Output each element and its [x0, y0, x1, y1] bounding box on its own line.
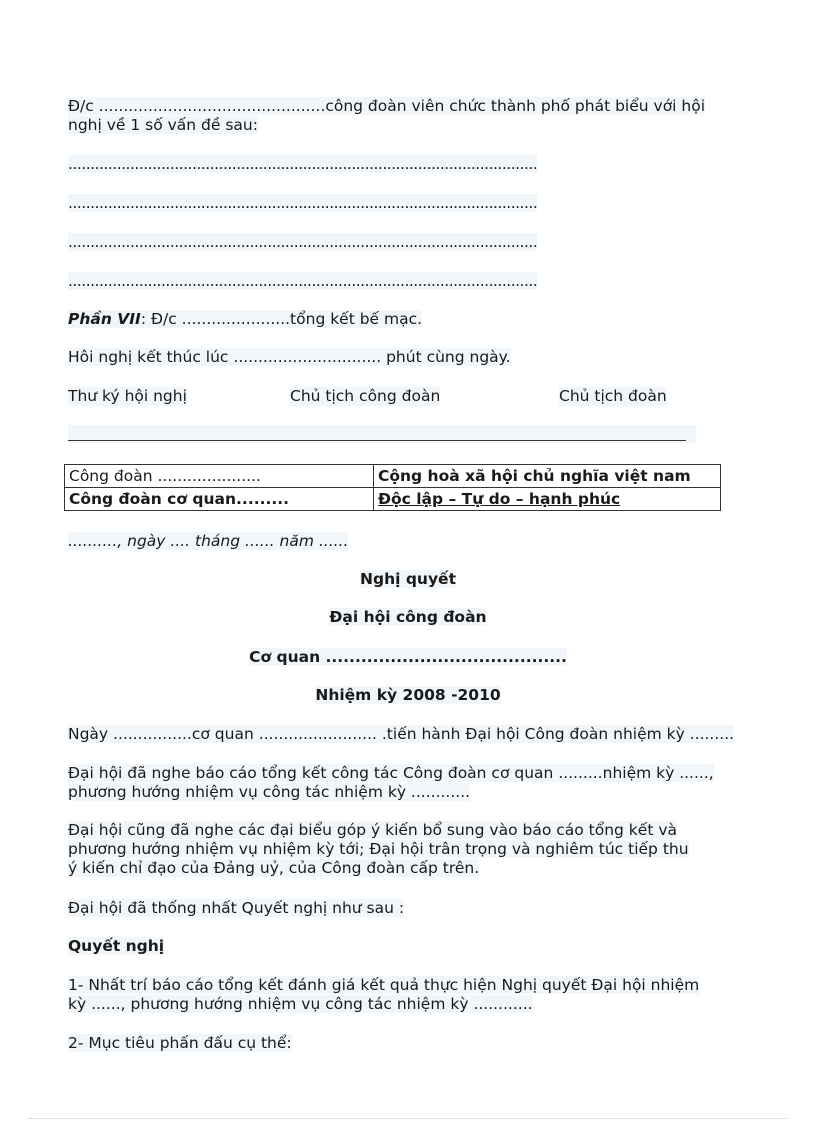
- body-paragraph-3-line-3: [68, 859, 753, 878]
- title-3-text: Cơ quan .........................................: [249, 648, 567, 666]
- separator-line: [68, 440, 686, 441]
- item-1b-text: kỳ ......, phương hướng nhiệm vụ công tác nhiệm kỳ ............: [68, 995, 533, 1013]
- date-text: .........., ngày .... tháng ...... năm ......: [68, 532, 349, 550]
- date-line: [68, 532, 753, 551]
- dotted-fill-2: ..........................................................................................................: [68, 194, 538, 212]
- body-p1-text: Ngày ................cơ quan ........................ .tiến hành Đại hội Công đoàn nhiệm kỳ .........: [68, 725, 735, 743]
- signature-presidium-chair: Chủ tịch đoàn: [559, 387, 667, 405]
- dotted-line-1: [68, 155, 753, 174]
- item-1-line-1: [68, 976, 753, 995]
- title-4-text: Nhiệm kỳ 2008 -2010: [315, 686, 501, 704]
- signature-secretary: Thư ký hội nghị: [68, 387, 187, 405]
- page-bottom-border: [28, 1118, 788, 1119]
- intro-text-1: Đ/c ..............................................công đoàn viên chức thành phố phát biểu với hội: [68, 97, 706, 115]
- resolution-heading-text: Quyết nghị: [68, 937, 165, 955]
- header-agency-cell: Công đoàn cơ quan.........: [65, 488, 374, 511]
- title-2-text: Đại hội công đoàn: [329, 608, 487, 626]
- header-motto-cell: [374, 488, 721, 511]
- body-paragraph-2-line-2: [68, 783, 753, 802]
- closing-text: Hôi nghị kết thúc lúc .............................. phút cùng ngày.: [68, 348, 511, 366]
- body-p3a-text: Đại hội cũng đã nghe các đại biểu góp ý kiến bổ sung vào báo cáo tổng kết và: [68, 821, 677, 839]
- header-row-2: [65, 488, 721, 511]
- dotted-fill-3: ..........................................................................................................: [68, 233, 538, 251]
- part-7-line: [68, 310, 753, 329]
- intro-text-2: nghị về 1 số vấn đề sau:: [68, 116, 258, 134]
- header-country-cell: Cộng hoà xã hội chủ nghĩa việt nam: [374, 465, 721, 488]
- body-paragraph-2-line-1: [68, 764, 753, 783]
- item-1a-text: 1- Nhất trí báo cáo tổng kết đánh giá kết quả thực hiện Nghị quyết Đại hội nhiệm: [68, 976, 700, 994]
- body-paragraph-3-line-1: [68, 821, 753, 840]
- signature-union-chair: Chủ tịch công đoàn: [290, 387, 441, 405]
- title-1-text: Nghị quyết: [360, 570, 456, 588]
- resolution-heading: [68, 937, 753, 956]
- body-p4-text: Đại hội đã thống nhất Quyết nghị như sau :: [68, 899, 405, 917]
- header-table: [64, 464, 721, 511]
- title-term: [0, 686, 816, 705]
- closing-line: [68, 348, 753, 367]
- header-org-cell: Công đoàn .....................: [65, 465, 374, 488]
- body-paragraph-3-line-2: [68, 840, 753, 859]
- body-p2a-text: Đại hội đã nghe báo cáo tổng kết công tác Công đoàn cơ quan .........nhiệm kỳ ......,: [68, 764, 714, 782]
- part-7-text: : Đ/c ......................tổng kết bế mạc.: [140, 310, 423, 328]
- intro-line-2: [68, 116, 753, 135]
- part-7-label: Phần VII: [68, 310, 141, 328]
- item-1-line-2: [68, 995, 753, 1014]
- intro-line-1: [68, 97, 753, 116]
- body-p3b-text: phương hướng nhiệm vụ nhiệm kỳ tới; Đại hội trân trọng và nghiêm túc tiếp thu: [68, 840, 689, 858]
- dotted-line-4: [68, 272, 753, 291]
- header-motto-text: Độc lập – Tự do – hạnh phúc: [378, 490, 621, 508]
- item-2-text: 2- Mục tiêu phấn đấu cụ thể:: [68, 1034, 292, 1052]
- dotted-fill-1: ..........................................................................................................: [68, 155, 538, 173]
- header-row-1: [65, 465, 721, 488]
- dotted-line-3: [68, 233, 753, 252]
- body-paragraph-1: [68, 725, 753, 744]
- title-agency: [0, 648, 816, 667]
- title-congress: [0, 608, 816, 627]
- title-resolution: [0, 570, 816, 589]
- item-2: [68, 1034, 753, 1053]
- body-paragraph-4: [68, 899, 753, 918]
- body-p2b-text: phương hướng nhiệm vụ công tác nhiệm kỳ ............: [68, 783, 471, 801]
- dotted-line-2: [68, 194, 753, 213]
- body-p3c-text: ý kiến chỉ đạo của Đảng uỷ, của Công đoàn cấp trên.: [68, 859, 480, 877]
- dotted-fill-4: ..........................................................................................................: [68, 272, 538, 290]
